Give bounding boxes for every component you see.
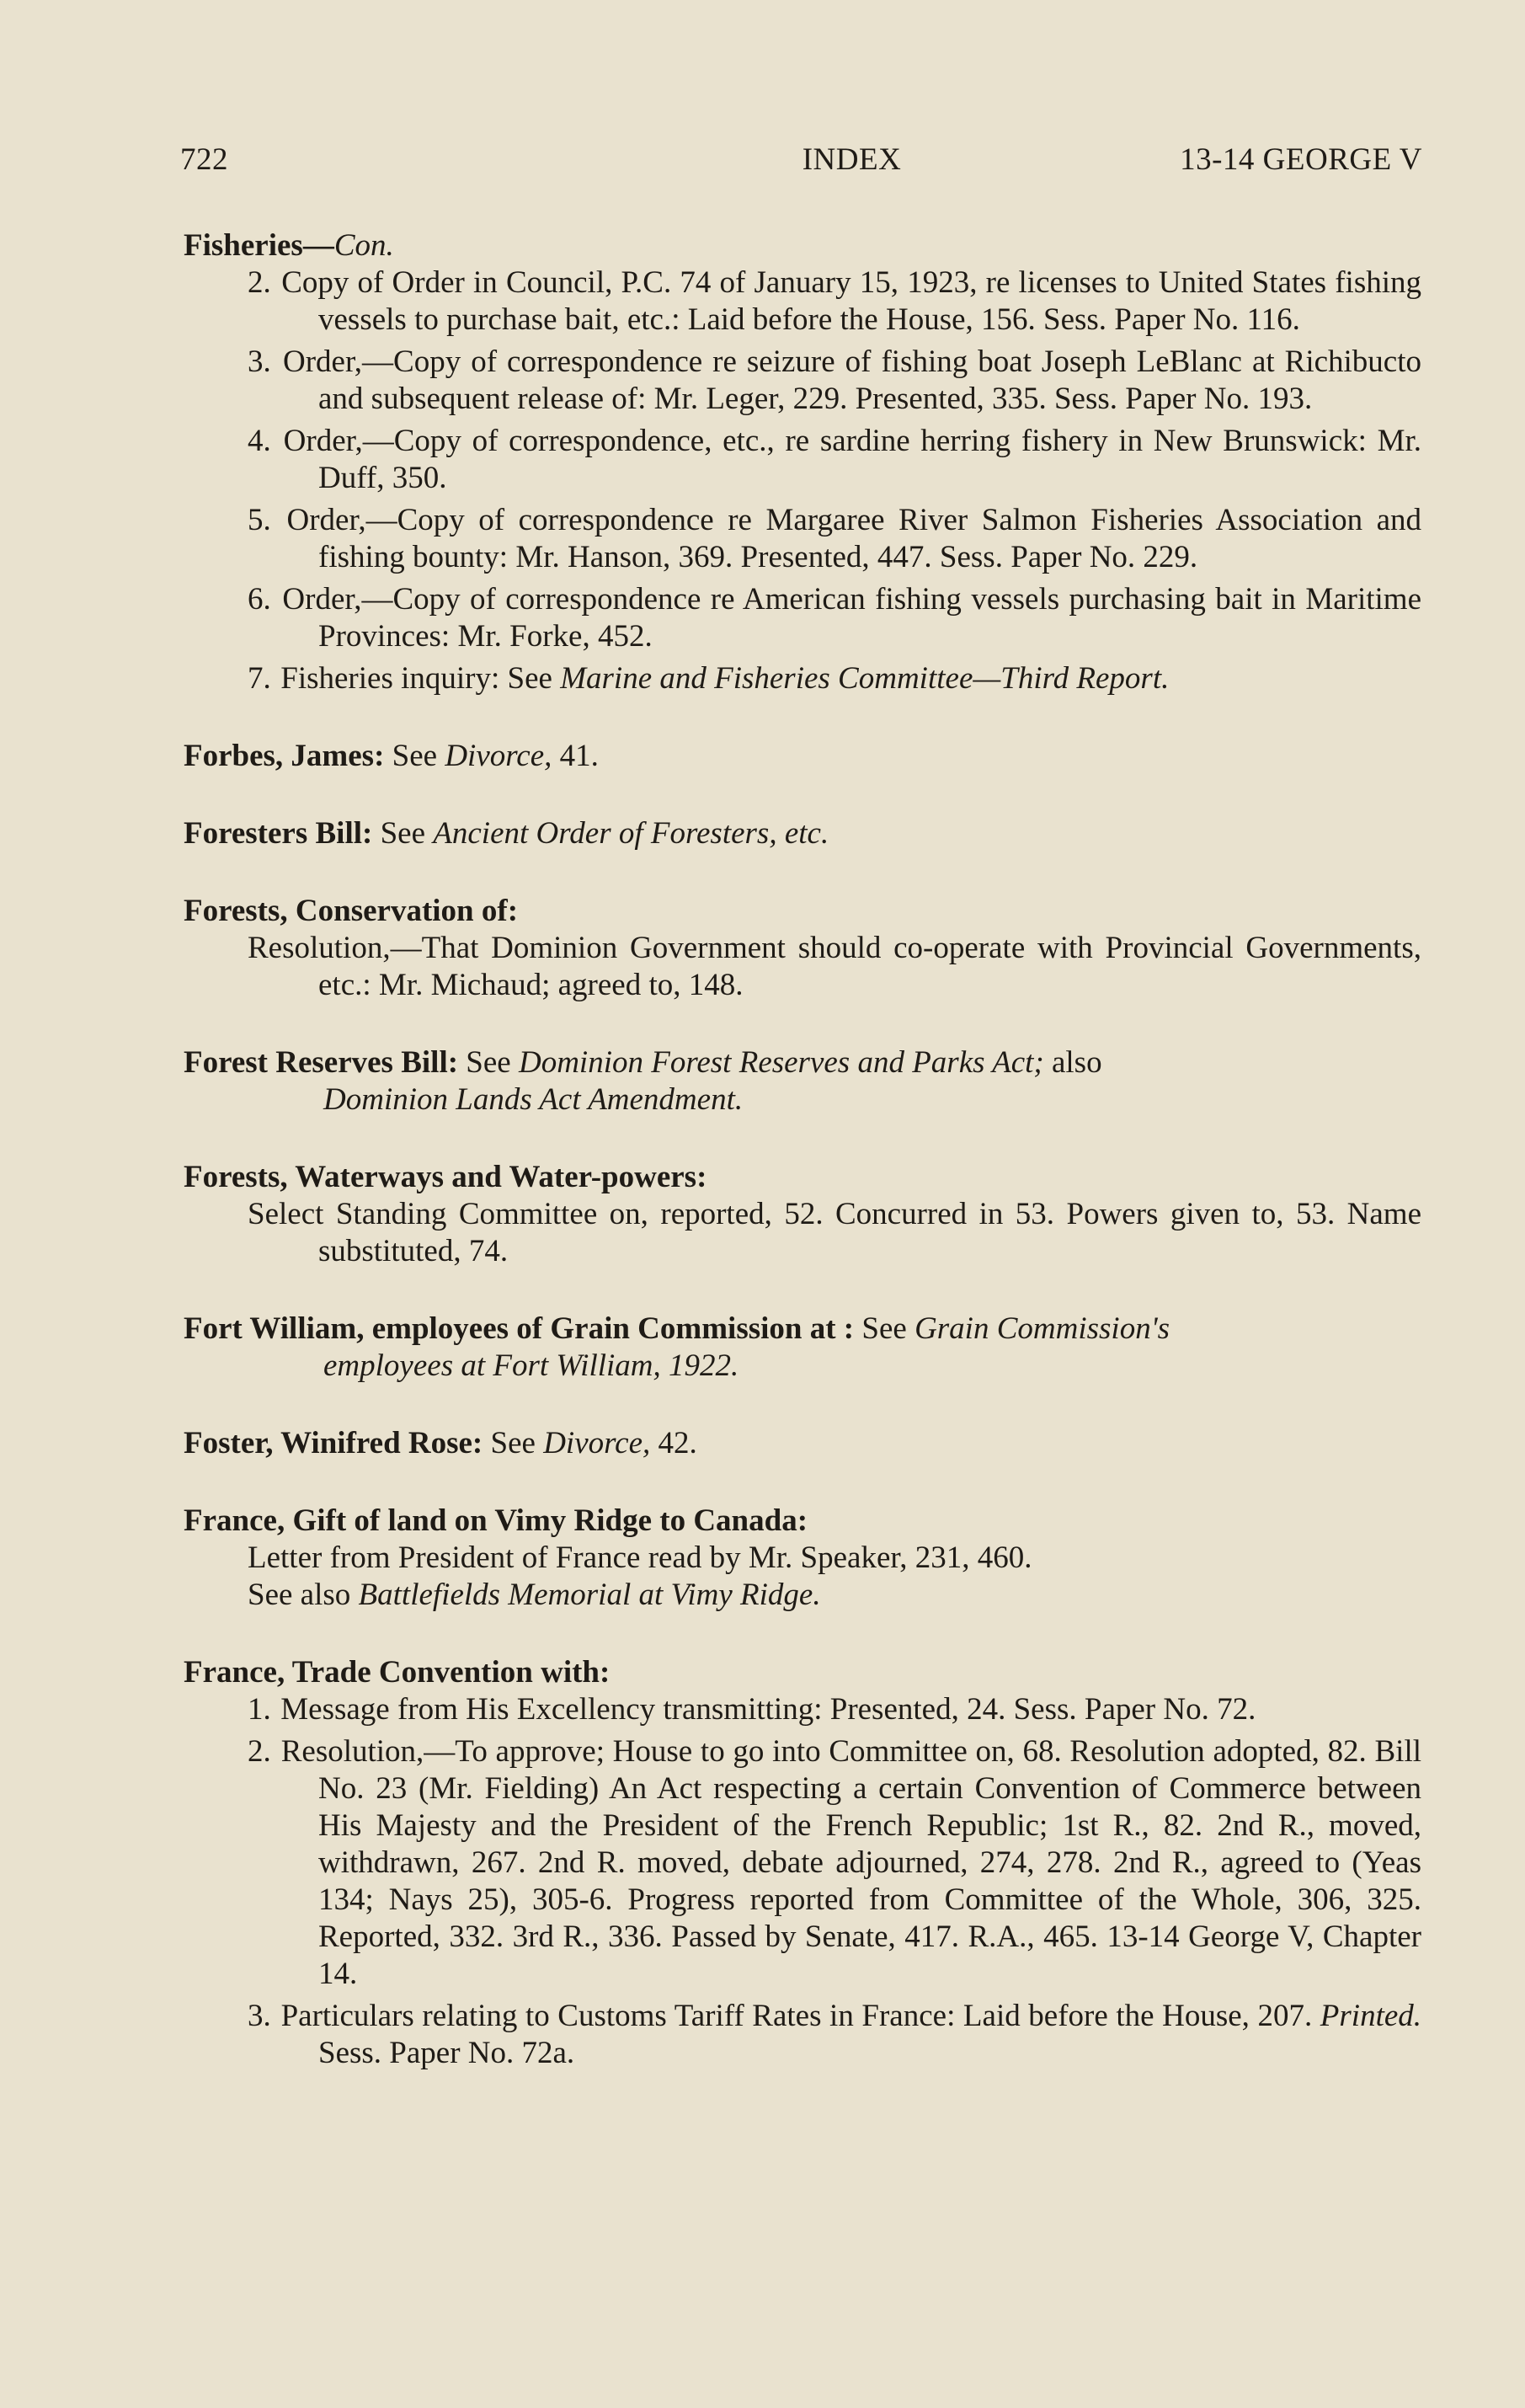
cross-reference: Battlefields Memorial at Vimy Ridge. [358, 1578, 821, 1612]
running-title: INDEX [802, 142, 902, 177]
cross-reference: Divorce, [543, 1426, 651, 1460]
volume-title: 13-14 GEORGE V [1180, 142, 1422, 177]
entry-forests-waterways [184, 1159, 1421, 1270]
entry-heading: France, Trade Convention with: [184, 1655, 611, 1690]
cross-reference: Ancient Order of Foresters, etc. [433, 816, 829, 851]
list-item: 7. Fisheries inquiry: See Marine and Fisheries Committee—Third Report. [248, 661, 1170, 696]
entry-heading: Forest Reserves Bill: [184, 1045, 459, 1080]
cross-reference: employees at Fort William, 1922. [323, 1348, 739, 1383]
list-item: 3. Order,—Copy of correspondence re seizure of fishing boat Joseph LeBlanc at Richibucto and subsequent release of: Mr. Leger, 229. Presented, 335. Sess. Paper No. 193. [248, 344, 1422, 416]
entry-heading: Fisheries—Con. [184, 228, 394, 263]
entry-heading: Foresters Bill: [184, 816, 373, 851]
entry-text: Select Standing Committee on, reported, 52. Concurred in 53. Powers given to, 53. Name substituted, 74. [248, 1197, 1421, 1268]
entry-forest-reserves: Forest Reserves Bill: See Dominion Forest Reserves and Parks Act; also Dominion Lands Act Amendment. [184, 1045, 1102, 1117]
list-item: 6. Order,—Copy of correspondence re American fishing vessels purchasing bait in Maritime Provinces: Mr. Forke, 452. [248, 582, 1422, 654]
list-item: 3. Particulars relating to Customs Tariff Rates in France: Laid before the House, 207. Printed. Sess. Paper No. 72a. [248, 1999, 1422, 2070]
entry-heading: Forests, Waterways and Water-powers: [184, 1160, 707, 1194]
entry-text: Letter from President of France read by Mr. Speaker, 231, 460. [248, 1540, 1032, 1575]
entry-heading: Forbes, James: [184, 739, 385, 773]
list-item: 1. Message from His Excellency transmitting: Presented, 24. Sess. Paper No. 72. [248, 1692, 1256, 1727]
list-item: 4. Order,—Copy of correspondence, etc., re sardine herring fishery in New Brunswick: Mr. Duff, 350. [248, 424, 1421, 495]
entry-fisheries [184, 227, 1421, 697]
entry-france-trade [184, 1654, 1421, 2072]
entry-text: Resolution,—That Dominion Government should co-operate with Provincial Governments, etc.: Mr. Michaud; agreed to, 148. [248, 931, 1421, 1002]
list-item: 5. Order,—Copy of correspondence re Margaree River Salmon Fisheries Association and fishing bounty: Mr. Hanson, 369. Presented, 447. Sess. Paper No. 229. [248, 503, 1422, 574]
entry-fort-william: Fort William, employees of Grain Commission at : See Grain Commission's employees at Fort William, 1922. [184, 1311, 1170, 1383]
list-item: 2. Copy of Order in Council, P.C. 74 of January 15, 1923, re licenses to United States fishing vessels to purchase bait, etc.: Laid before the House, 156. Sess. Paper No. 116. [248, 265, 1422, 337]
cross-reference: Dominion Lands Act Amendment. [323, 1082, 744, 1117]
cross-reference: Grain Commission's [914, 1311, 1170, 1346]
cross-reference: Marine and Fisheries Committee—Third Report. [560, 661, 1170, 696]
entry-france-gift: France, Gift of land on Vimy Ridge to Canada: Letter from President of France read by Mr. Speaker, 231, 460. See also Battlefields Memorial at Vimy Ridge. [184, 1503, 1421, 1614]
running-head [180, 141, 1422, 184]
entry-heading: France, Gift of land on Vimy Ridge to Canada: [184, 1503, 808, 1538]
entry-heading: Forests, Conservation of: [184, 894, 519, 928]
list-item: 2. Resolution,—To approve; House to go into Committee on, 68. Resolution adopted, 82. Bill No. 23 (Mr. Fielding) An Act respecting a certain Convention of Commerce between His Majesty and the President of the French Republic; 1st R., 82. 2nd R., moved, withdrawn, 267. 2nd R. moved, debate adjourned, 274, 278. 2nd R., agreed to (Yeas 134; Nays 25), 305-6. Progress reported from Committee of the Whole, 306, 325. Reported, 332. 3rd R., 336. Passed by Senate, 417. R.A., 465. 13-14 George V, Chapter 14. [248, 1734, 1422, 1991]
entry-heading: Fort William, employees of Grain Commission at : [184, 1311, 855, 1346]
entry-foster: Foster, Winifred Rose: See Divorce, 42. [184, 1426, 697, 1460]
cross-reference: Dominion Forest Reserves and Parks Act; [518, 1045, 1044, 1080]
cross-reference: Divorce, [445, 739, 552, 773]
entry-foresters: Foresters Bill: See Ancient Order of Foresters, etc. [184, 816, 829, 851]
page-number: 722 [180, 142, 228, 177]
index-content [184, 227, 1421, 2112]
entry-heading: Foster, Winifred Rose: [184, 1426, 483, 1460]
entry-forests-conservation [184, 893, 1421, 1004]
entry-forbes: Forbes, James: See Divorce, 41. [184, 739, 599, 773]
